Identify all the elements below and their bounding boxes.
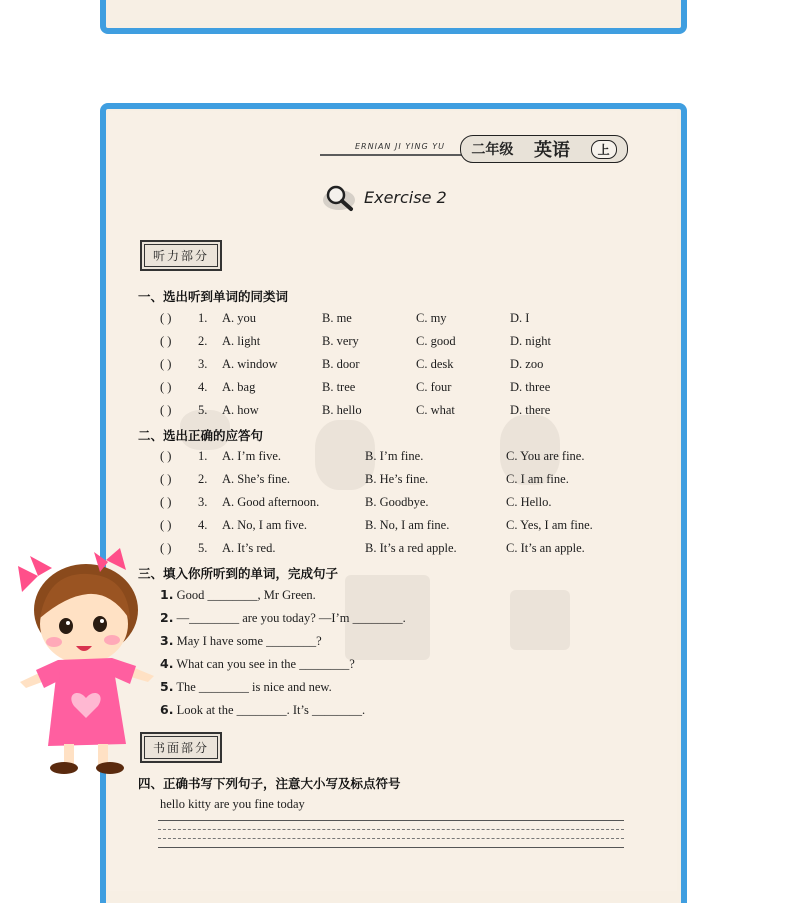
option-a: A. It’s red. <box>222 541 276 555</box>
answer-paren[interactable]: ( ) <box>160 449 172 463</box>
part3-item-4 <box>160 656 355 672</box>
fill-blank-sentence[interactable]: The ________ is nice and new. <box>176 680 332 694</box>
part3-item-5 <box>160 679 332 695</box>
header-pinyin: ERNIAN JI YING YU <box>355 142 445 151</box>
option-b: B. door <box>322 357 360 371</box>
answer-paren[interactable]: ( ) <box>160 541 172 555</box>
option-c: C. good <box>416 334 456 348</box>
option-c: C. Hello. <box>506 495 552 509</box>
option-a: A. light <box>222 334 261 348</box>
item-number: 5. <box>160 679 174 694</box>
item-number: 2. <box>198 472 208 486</box>
item-number: 3. <box>160 633 174 648</box>
option-c: C. desk <box>416 357 454 371</box>
exercise-title <box>322 182 447 212</box>
option-a: A. how <box>222 403 259 417</box>
option-b: B. Goodbye. <box>365 495 429 509</box>
item-number: 3. <box>198 495 208 509</box>
option-b: B. tree <box>322 380 356 394</box>
item-number: 1. <box>160 587 174 602</box>
option-b: B. I’m fine. <box>365 449 424 463</box>
writing-line-dotted[interactable] <box>158 829 624 830</box>
header-grade-badge <box>460 135 628 163</box>
part3-item-1 <box>160 587 316 603</box>
part3-item-6 <box>160 702 365 718</box>
item-number: 5. <box>198 403 208 417</box>
writing-line[interactable] <box>158 847 624 848</box>
writing-line[interactable] <box>158 820 624 821</box>
option-a: A. Good afternoon. <box>222 495 320 509</box>
option-d: D. night <box>510 334 551 348</box>
header-grade: 二年级 <box>471 142 514 158</box>
answer-paren[interactable]: ( ) <box>160 380 172 394</box>
option-a: A. bag <box>222 380 256 394</box>
option-c: C. my <box>416 311 447 325</box>
option-b: B. No, I am fine. <box>365 518 450 532</box>
answer-paren[interactable]: ( ) <box>160 357 172 371</box>
writing-line-dotted[interactable] <box>158 838 624 839</box>
answer-paren[interactable]: ( ) <box>160 311 172 325</box>
magnifier-icon <box>322 182 356 212</box>
option-a: A. you <box>222 311 257 325</box>
option-d: D. zoo <box>510 357 544 371</box>
option-c: C. what <box>416 403 455 417</box>
item-number: 4. <box>160 656 174 671</box>
section-label-text: 书面部分 <box>144 736 218 759</box>
item-number: 2. <box>160 610 174 625</box>
option-c: C. Yes, I am fine. <box>506 518 593 532</box>
option-a: A. She’s fine. <box>222 472 291 486</box>
part3-item-3 <box>160 633 322 649</box>
option-c: C. It’s an apple. <box>506 541 585 555</box>
writing-lines[interactable] <box>158 820 624 856</box>
option-a: A. I’m five. <box>222 449 282 463</box>
fill-blank-sentence[interactable]: Good ________, Mr Green. <box>176 588 316 602</box>
item-number: 4. <box>198 380 208 394</box>
option-c: C. You are fine. <box>506 449 585 463</box>
section-label-listening <box>140 240 222 271</box>
answer-paren[interactable]: ( ) <box>160 495 172 509</box>
option-a: A. No, I am five. <box>222 518 308 532</box>
option-d: D. I <box>510 311 530 325</box>
exercise-title-text: Exercise 2 <box>364 187 447 207</box>
answer-paren[interactable]: ( ) <box>160 518 172 532</box>
fill-blank-sentence[interactable]: May I have some ________? <box>176 634 322 648</box>
option-c: C. four <box>416 380 452 394</box>
item-number: 5. <box>198 541 208 555</box>
part1-heading: 一、选出听到单词的同类词 <box>138 289 289 304</box>
fill-blank-sentence[interactable]: Look at the ________. It’s ________. <box>176 703 366 717</box>
option-c: C. I am fine. <box>506 472 569 486</box>
item-number: 6. <box>160 702 174 717</box>
option-b: B. It’s a red apple. <box>365 541 457 555</box>
previous-page-frame <box>100 0 687 34</box>
part3-heading: 三、填入你所听到的单词，完成句子 <box>138 566 339 581</box>
fill-blank-sentence[interactable]: —________ are you today? —I’m ________. <box>176 611 406 625</box>
item-number: 4. <box>198 518 208 532</box>
section-label-text: 听力部分 <box>144 244 218 267</box>
answer-paren[interactable]: ( ) <box>160 334 172 348</box>
option-a: A. window <box>222 357 278 371</box>
option-b: B. hello <box>322 403 362 417</box>
item-number: 1. <box>198 311 208 325</box>
option-d: D. three <box>510 380 551 394</box>
answer-paren[interactable]: ( ) <box>160 472 172 486</box>
item-number: 1. <box>198 449 208 463</box>
page-header <box>320 141 626 161</box>
item-number: 3. <box>198 357 208 371</box>
header-subject: 英语 <box>533 140 570 161</box>
part4-heading: 四、正确书写下列句子，注意大小写及标点符号 <box>138 776 401 791</box>
part2-heading: 二、选出正确的应答句 <box>138 428 264 443</box>
answer-paren[interactable]: ( ) <box>160 403 172 417</box>
header-volume: 上 <box>591 140 617 159</box>
item-number: 2. <box>198 334 208 348</box>
option-d: D. there <box>510 403 551 417</box>
option-b: B. me <box>322 311 352 325</box>
option-b: B. very <box>322 334 359 348</box>
bleed-through-shape <box>510 590 570 650</box>
fill-blank-sentence[interactable]: What can you see in the ________? <box>176 657 355 671</box>
cartoon-girl-illustration <box>8 548 168 778</box>
option-b: B. He’s fine. <box>365 472 429 486</box>
part4-sentence: hello kitty are you fine today <box>160 797 305 811</box>
part3-item-2 <box>160 610 406 626</box>
